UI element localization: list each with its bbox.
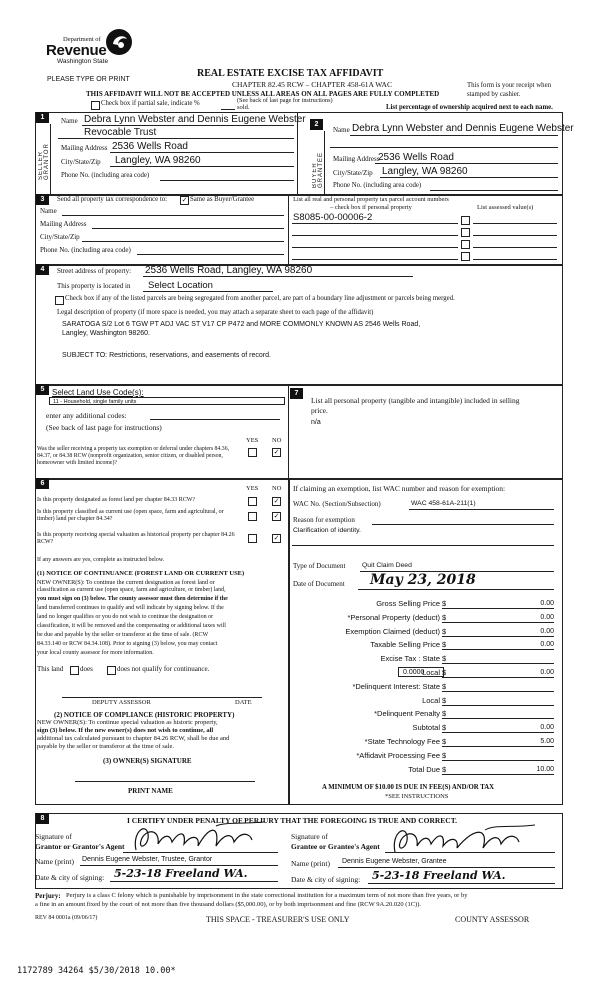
section-7-badge: 7 [290, 388, 303, 399]
logo-state: Washington State [57, 58, 109, 65]
financial-label: Local [422, 668, 440, 677]
forest-yes-checkbox[interactable] [248, 497, 257, 506]
exemption-label: If claiming an exemption, list WAC number and reason for exemption: [293, 484, 506, 493]
grantor-signature[interactable] [124, 820, 274, 856]
grantor-sig-label-1: Signature of [35, 832, 72, 841]
tax-mailing-label: Mailing Address [40, 220, 87, 228]
this-land-label: This land [37, 665, 64, 673]
financial-currency: $ [442, 599, 447, 608]
financial-amount[interactable] [442, 696, 554, 706]
doc-date-label: Date of Document [293, 580, 345, 588]
street-address-label: Street address of property: [57, 267, 132, 275]
personal-property-label-1: List all personal property (tangible and intangible) included in selling [311, 396, 520, 405]
located-in-label: This property is located in [57, 282, 131, 290]
grantee-date-city-label: Date & city of signing: [291, 875, 361, 884]
grantee-print-name[interactable]: Dennis Eugene Webster, Grantee [342, 858, 447, 865]
tax-city-label: City/State/Zip [40, 233, 80, 241]
see-instructions-note: *SEE INSTRUCTIONS [385, 793, 449, 800]
partial-sale-checkbox[interactable] [91, 101, 100, 110]
land-use-select[interactable]: 11 - Household, single family units [49, 397, 285, 405]
perjury-label: Perjury: [35, 892, 61, 900]
legal-description-label: Legal description of property (if more space is needed, you may attach a separate sheet to each page of the affidavit) [57, 309, 374, 316]
parcel-2-personal-checkbox[interactable] [461, 228, 470, 237]
historic-question: Is this property receiving special valuation as historical property per chapter 84.26 RCW? [37, 532, 235, 545]
grantor-date-city[interactable]: 5-23-18 Freeland WA. [114, 867, 248, 880]
financial-amount[interactable]: 0.00 [442, 723, 554, 733]
notice-compliance-b: sign (3) below. If the new owner(s) does not wish to continue, all [37, 727, 214, 734]
notice-compliance-d: payable by the seller or transferor at the time of sale. [37, 743, 174, 750]
certify-statement: I CERTIFY UNDER PENALTY OF PERJURY THAT THE FOREGOING IS TRUE AND CORRECT. [127, 816, 458, 825]
financial-label: *Delinquent Interest: State [352, 682, 440, 691]
assessed-header: List assessed value(s) [477, 204, 534, 211]
perjury-text-2: a fine in an amount fixed by the court of not more than five thousand dollars ($5,000.00), or by both imprisonment and fine (RCW 9A.20.020 (1C)). [35, 901, 422, 908]
notice-continuance-a: NEW OWNER(S): To continue the current designation as forest land or [37, 579, 215, 586]
location-select[interactable]: Select Location [148, 280, 213, 291]
grantee-name-label: Name (print) [291, 859, 330, 868]
financial-label: *Personal Property (deduct) [347, 613, 440, 622]
section-5-badge: 5 [36, 384, 49, 395]
land-does-checkbox[interactable] [70, 666, 79, 675]
notice-continuance-e: land no longer qualifies or you do not wish to continue the designation or [37, 614, 214, 620]
wac-label: WAC No. (Section/Subsection) [293, 500, 381, 508]
parcel-3-personal-checkbox[interactable] [461, 240, 470, 249]
segregated-label: Check box if any of the listed parcels are being segregated from another parcel, are part of a boundary line adjustment or parcels being merged. [65, 295, 455, 302]
financial-currency: $ [442, 627, 447, 636]
logo-agency: Revenue [46, 42, 107, 59]
financial-amount[interactable]: 5.00 [442, 737, 554, 747]
financial-currency: $ [442, 751, 447, 760]
legal-description-line-1[interactable]: SARATOGA S/2 Lot 6 TGW PT ADJ VAC ST V17 CP P472 and MORE COMMONLY KNOWN AS 2546 Wells Road, [62, 321, 421, 328]
sec6-yes-header: YES [246, 485, 259, 492]
financial-amount[interactable] [442, 751, 554, 761]
partial-sale-label: Check box if partial sale, indicate % [101, 100, 200, 107]
notice-continuance-h: 84.33.140 or RCW 84.34.108). Prior to signing (3) below, you may contact [37, 641, 218, 647]
list-percentage-note: List percentage of ownership acquired next to each name. [386, 104, 553, 111]
segregated-checkbox[interactable] [55, 296, 64, 305]
seller-name-line-2[interactable]: Revocable Trust [84, 127, 157, 138]
exemption-yes-checkbox[interactable] [248, 448, 257, 457]
sold-label: sold. [237, 104, 250, 111]
doc-type-label: Type of Document [293, 562, 346, 570]
seller-phone-label: Phone No. (including area code) [61, 172, 150, 179]
financial-label: Total Due [408, 765, 440, 774]
historic-no-checkbox[interactable]: ✓ [273, 535, 280, 542]
please-type: PLEASE TYPE OR PRINT [47, 76, 130, 83]
notice-continuance-f: classification, it will be removed and the compensating or additional taxes will [37, 623, 226, 629]
seller-name[interactable]: Debra Lynn Webster and Dennis Eugene Webster [84, 114, 306, 125]
parcel-4-personal-checkbox[interactable] [461, 252, 470, 261]
if-yes-instructions: If any answers are yes, complete as instructed below. [37, 557, 165, 563]
notice-continuance-g: be due and payable by the seller or transferor at the time of sale. (RCW [37, 632, 209, 638]
financial-amount[interactable] [442, 654, 554, 664]
doc-type-value[interactable]: Quit Claim Deed [362, 562, 412, 569]
logo-dept-label: Department of [63, 36, 101, 43]
parcel-number-1[interactable]: S8085-00-00006-2 [293, 212, 373, 223]
parcel-1-personal-checkbox[interactable] [461, 216, 470, 225]
county-assessor-label: COUNTY ASSESSOR [455, 915, 530, 924]
buyer-city-label: City/State/Zip [333, 169, 373, 177]
section-8-badge: 8 [36, 813, 49, 824]
land-use-see-back: (See back of last page for instructions) [46, 423, 162, 432]
grantor-date-city-label: Date & city of signing: [35, 873, 105, 882]
seller-name-label: Name [61, 117, 78, 125]
grantee-sig-label-1: Signature of [291, 832, 328, 841]
forest-land-question: Is this property designated as forest land per chapter 84.33 RCW? [37, 497, 196, 503]
financial-amount[interactable]: 0.00 [442, 613, 554, 623]
deputy-date-label: DATE [235, 699, 252, 706]
sec6-no-header: NO [272, 485, 282, 492]
property-street-address[interactable]: 2536 Wells Road, Langley, WA 98260 [145, 265, 313, 276]
financial-label: Excise Tax : State [380, 654, 440, 663]
grantor-print-name[interactable]: Dennis Eugene Webster, Trustee, Grantor [82, 856, 213, 863]
owner-signature-title: (3) OWNER(S) SIGNATURE [103, 757, 192, 765]
seller-mailing-address[interactable]: 2536 Wells Road [112, 141, 188, 152]
perjury-text-1: Perjury is a class C felony which is punishable by imprisonment in the state correctional institution for a maximum term of not more than five years, or by [66, 892, 468, 899]
notice-continuance-b: classification as current use (open space, farm and agriculture, or timber) land, [37, 587, 226, 593]
notice-continuance-d: land transferred continues to qualify and will indicate by signing below. If the [37, 605, 224, 611]
seller-mailing-label: Mailing Address [61, 144, 108, 152]
current-use-no-checkbox[interactable]: ✓ [273, 513, 280, 520]
grantor-name-label: Name (print) [35, 857, 74, 866]
financial-currency: $ [442, 654, 447, 663]
section-6-badge: 6 [36, 478, 49, 489]
receipt-note: This form is your receipt when stamped by cashier. [467, 82, 551, 98]
see-back-note: (See back of last page for instructions) [237, 97, 333, 104]
section-1-badge: 1 [36, 112, 49, 123]
financial-currency: $ [442, 709, 447, 718]
buyer-name[interactable]: Debra Lynn Webster and Dennis Eugene Webster [352, 123, 574, 134]
cashier-stamp: 1172789 34264 $5/30/2018 10.00* [17, 966, 176, 976]
land-does-not-checkbox[interactable] [107, 666, 116, 675]
financial-currency: $ [442, 668, 447, 677]
financial-currency: $ [442, 765, 447, 774]
buyer-mailing-address[interactable]: 2536 Wells Road [378, 152, 454, 163]
grantee-sig-label-2: Grantee or Grantee's Agent [291, 842, 380, 851]
parcel-header: List all real and personal property tax parcel account numbers – check box if personal property [293, 196, 449, 211]
reason-label: Reason for exemption [293, 516, 355, 524]
subject-to-text: SUBJECT TO: Restrictions, reservations, and easements of record. [62, 352, 271, 359]
wac-number[interactable]: WAC 458-61A-211(1) [411, 500, 476, 507]
financial-label: Gross Selling Price [376, 599, 440, 608]
financial-currency: $ [442, 613, 447, 622]
personal-property-value[interactable]: n/a [311, 419, 321, 426]
form-chapter: CHAPTER 82.45 RCW – CHAPTER 458-61A WAC [232, 80, 392, 89]
financial-label: Local [422, 696, 440, 705]
land-does-not-label: does not qualify for continuance. [117, 665, 210, 673]
exemption-question: Was the seller receiving a property tax exemption or deferral under chapters 84.36, 84.37, or 84.38 RCW (nonprofit organization, senior citizen, or disabled person, homeowner with limited income)? [37, 446, 230, 466]
land-does-label: does [80, 665, 93, 673]
print-name-label: PRINT NAME [128, 787, 173, 795]
financial-currency: $ [442, 640, 447, 649]
send-correspondence-label: Send all property tax correspondence to: [57, 196, 168, 203]
financial-amount[interactable]: 0.00 [442, 668, 554, 678]
notice-continuance-c: you must sign on (3) below. The county assessor must then determine if the [37, 596, 228, 602]
buyer-name-label: Name [333, 126, 350, 134]
financial-currency: $ [442, 737, 447, 746]
tax-phone-label: Phone No. (including area code) [40, 246, 131, 254]
notice-continuance-i: your local county assessor for more information. [37, 650, 154, 656]
financial-amount[interactable] [442, 682, 554, 692]
exemption-no-checkbox[interactable]: ✓ [273, 449, 280, 456]
deputy-assessor-label: DEPUTY ASSESSOR [92, 699, 151, 706]
buyer-city-state-zip[interactable]: Langley, WA 98260 [382, 166, 468, 177]
seller-city-state-zip[interactable]: Langley, WA 98260 [115, 155, 201, 166]
financial-amount[interactable]: 10.00 [442, 765, 554, 775]
financial-label: *State Technology Fee [364, 737, 440, 746]
section-3-badge: 3 [36, 194, 49, 205]
buyer-mailing-label: Mailing Address [333, 155, 380, 163]
legal-description-line-2[interactable]: Langley, Washington 98260. [62, 330, 150, 337]
notice-continuance-title: (1) NOTICE OF CONTINUANCE (FOREST LAND OR CURRENT USE) [37, 570, 245, 577]
reason-value[interactable]: Clarification of identity. [293, 527, 361, 534]
land-use-label: Select Land Use Code(s): [52, 388, 144, 397]
grantee-date-city[interactable]: 5-23-18 Freeland WA. [372, 869, 506, 882]
current-use-yes-checkbox[interactable] [248, 512, 257, 521]
treasurer-use-label: THIS SPACE - TREASURER'S USE ONLY [206, 915, 350, 924]
seller-city-label: City/State/Zip [61, 158, 101, 166]
buyer-phone-label: Phone No. (including area code) [333, 182, 422, 189]
form-title: REAL ESTATE EXCISE TAX AFFIDAVIT [197, 68, 384, 79]
historic-yes-checkbox[interactable] [248, 534, 257, 543]
current-use-question: Is this property classified as current use (open space, farm and agricultural, or timber) land per chapter 84.34? [37, 509, 224, 522]
sec5-yes-header: YES [246, 437, 259, 444]
section-4-badge: 4 [36, 264, 49, 275]
financial-label: Taxable Selling Price [370, 640, 440, 649]
financial-label: Exemption Claimed (deduct) [345, 627, 440, 636]
minimum-due-note: A MINIMUM OF $10.00 IS DUE IN FEE(S) AND/OR TAX [322, 784, 495, 791]
forest-no-checkbox[interactable]: ✓ [273, 498, 280, 505]
notice-compliance-a: NEW OWNER(S): To continue special valuation as historic property, [37, 719, 218, 726]
logo-swirl-icon [104, 27, 134, 57]
notice-compliance-title: (2) NOTICE OF COMPLIANCE (HISTORIC PROPERTY) [54, 711, 235, 719]
financial-amount[interactable] [442, 709, 554, 719]
same-as-buyer-checkbox[interactable]: ✓ [181, 197, 188, 204]
grantor-sig-label-2: Grantor or Grantor's Agent [35, 842, 125, 851]
buyer-side-label: BUYER GRANTEE [312, 151, 324, 188]
financial-label: *Delinquent Penalty [374, 709, 440, 718]
financial-amount[interactable]: 0.00 [442, 599, 554, 609]
form-warning: THIS AFFIDAVIT WILL NOT BE ACCEPTED UNLESS ALL AREAS ON ALL PAGES ARE FULLY COMPLETED [86, 90, 440, 98]
same-as-buyer-label: Same as Buyer/Grantee [190, 196, 255, 203]
personal-property-label-2: price. [311, 406, 328, 415]
additional-codes-label: enter any additional codes: [46, 411, 127, 420]
financial-amount[interactable]: 0.00 [442, 627, 554, 637]
financial-label: Subtotal [412, 723, 440, 732]
financial-currency: $ [442, 723, 447, 732]
financial-currency: $ [442, 696, 447, 705]
form-revision: REV 84 0001a (09/06/17) [35, 915, 98, 921]
financial-label: *Affidavit Processing Fee [356, 751, 440, 760]
notice-compliance-c: additional tax calculated pursuant to chapter 84.26 RCW, shall be due and [37, 735, 230, 742]
seller-side-label: SELLER GRANTOR [38, 143, 50, 180]
excise-rate-input[interactable]: 0.0000 [398, 667, 444, 677]
section-2-badge: 2 [310, 119, 323, 130]
doc-date-value[interactable]: May 23, 2018 [370, 572, 476, 588]
financial-amount[interactable]: 0.00 [442, 640, 554, 650]
financial-currency: $ [442, 682, 447, 691]
sec5-no-header: NO [272, 437, 282, 444]
tax-name-label: Name [40, 207, 57, 215]
